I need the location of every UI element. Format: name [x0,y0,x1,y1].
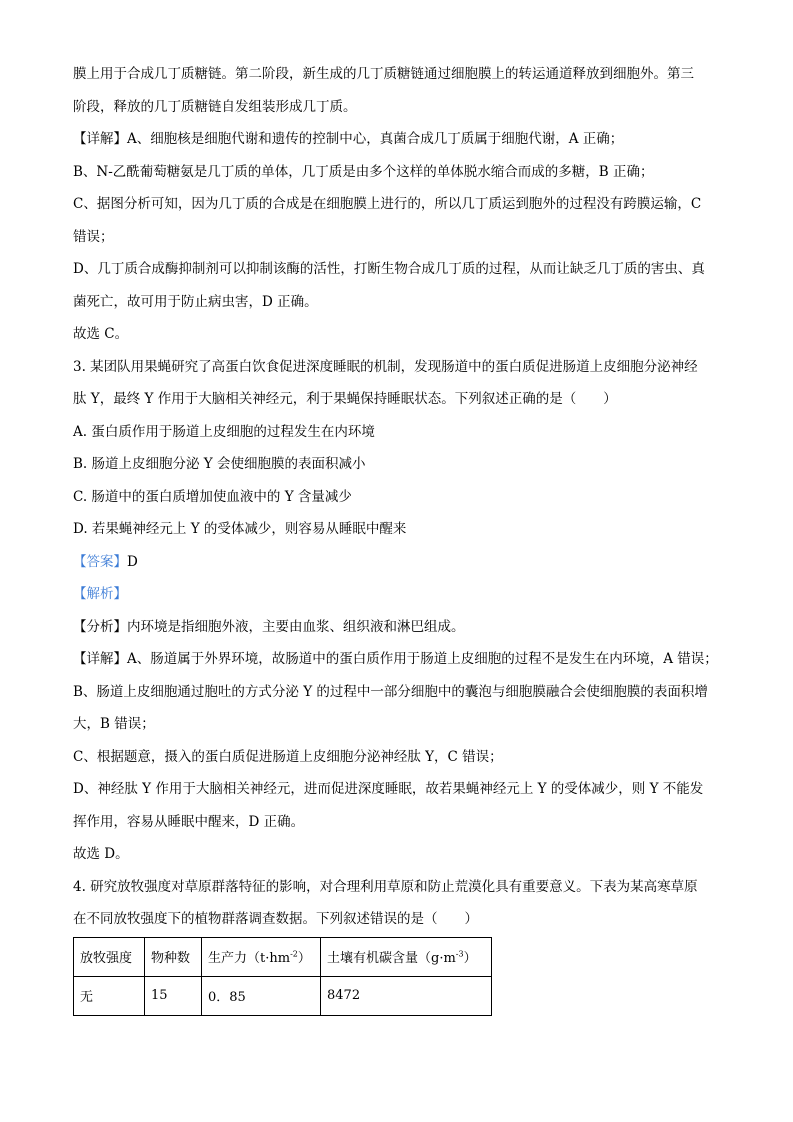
text-line: B、N-乙酰葡萄糖氨是几丁质的单体，几丁质是由多个这样的单体脱水缩合而成的多糖，B 正确； [73,163,654,180]
text-line: 故选 D。 [73,846,129,862]
header-text: ） [463,951,477,966]
text-line: 【详解】A、肠道属于外界环境，故肠道中的蛋白质作用于肠道上皮细胞的过程不是发生在内环境，A 错误； [73,651,718,667]
header-text: ） [297,951,311,966]
text-line: 【详解】A、细胞核是细胞代谢和遗传的控制中心，真菌合成几丁质属于细胞代谢，A 正确； [73,131,624,147]
table-cell: 15 [145,976,202,1015]
text-line: B、肠道上皮细胞通过胞吐的方式分泌 Y 的过程中一部分细胞中的囊泡与细胞膜融合会使细胞膜的表面积增 [73,683,708,700]
text-line: C、根据题意，摄入的蛋白质促进肠道上皮细胞分泌神经肽 Y，C 错误； [73,748,503,765]
option-a: A. 蛋白质作用于肠道上皮细胞的过程发生在内环境 [73,423,375,440]
answer-value: D [127,553,138,570]
table-cell: 0．85 [202,976,321,1015]
header-superscript: -3 [455,949,464,959]
text-line: D、神经肽 Y 作用于大脑相关神经元，进而促进深度睡眠，故若果蝇神经元上 Y 的受体减少，则 Y 不能发 [73,781,704,797]
text-line: 膜上用于合成几丁质糖链。第二阶段，新生成的几丁质糖链通过细胞膜上的转运通道释放到细胞外。第三 [73,66,694,82]
text-line: D、几丁质合成酶抑制剂可以抑制该酶的活性，打断生物合成几丁质的过程，从而让缺乏几丁质的害虫、真 [73,261,705,277]
header-text: 土壤有机碳含量（g·m [327,951,456,966]
text-line: 阶段，释放的几丁质糖链自发组装形成几丁质。 [73,98,357,115]
table-cell: 8472 [321,976,492,1015]
question-4-stem: 在不同放牧强度下的植物群落调查数据。下列叙述错误的是（ ） [73,911,478,927]
text-line: 菌死亡，故可用于防止病虫害，D 正确。 [73,293,318,310]
header-text: 生产力（t·hm [208,951,291,966]
text-line: 【分析】内环境是指细胞外液，主要由血浆、组织液和淋巴组成。 [73,618,465,635]
table-cell: 无 [74,976,145,1015]
table-header-row [74,937,492,976]
table-header-cell [202,937,321,976]
header-superscript: -2 [290,949,298,959]
text-line: C、据图分析可知，因为几丁质的合成是在细胞膜上进行的，所以几丁质运到胞外的过程没有跨膜运输，C [73,196,702,212]
option-c: C. 肠道中的蛋白质增加使血液中的 Y 含量减少 [73,488,352,505]
table-row [74,976,492,1015]
text-line: 错误； [73,228,114,245]
question-3-stem: 肽 Y，最终 Y 作用于大脑相关神经元，利于果蝇保持睡眠状态。下列叙述正确的是（ ） [73,391,617,407]
question-3-stem: 3. 某团队用果蝇研究了高蛋白饮食促进深度睡眠的机制，发现肠道中的蛋白质促进肠道上皮细胞分泌神经 [73,358,698,375]
text-line: 故选 C。 [73,326,129,342]
table-header-cell: 放牧强度 [74,937,145,976]
text-line: 大，B 错误； [73,716,155,732]
text-line: 挥作用，容易从睡眠中醒来，D 正确。 [73,813,305,830]
question-4-stem: 4. 研究放牧强度对草原群落特征的影响，对合理利用草原和防止荒漠化具有重要意义。下表为某高寒草原 [73,878,698,895]
answer-label: 【答案】 [73,553,127,570]
option-d: D. 若果蝇神经元上 Y 的受体减少，则容易从睡眠中醒来 [73,521,407,537]
table-header-cell [321,937,492,976]
analysis-label: 【解析】 [73,586,127,602]
table-header-cell: 物种数 [145,937,202,976]
answer-line [73,546,723,579]
grazing-data-table [73,937,492,1016]
document-page [73,58,723,1016]
option-b: B. 肠道上皮细胞分泌 Y 会使细胞膜的表面积减小 [73,456,366,472]
